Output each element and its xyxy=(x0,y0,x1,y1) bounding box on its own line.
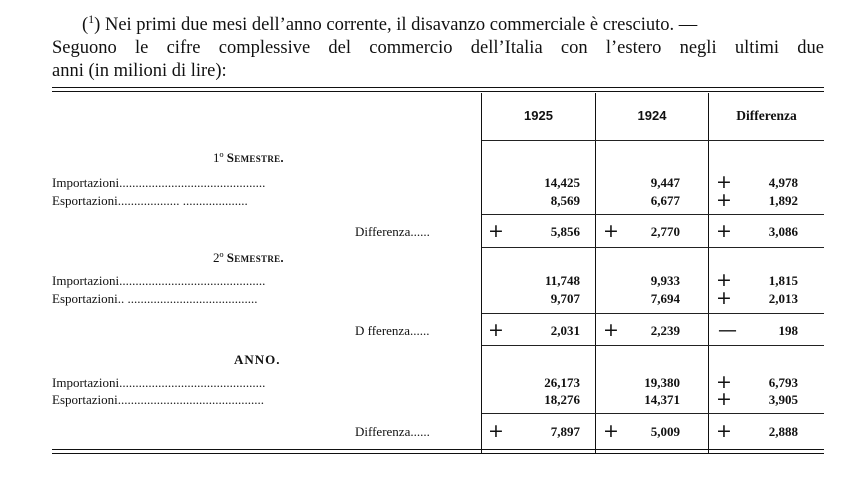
diff-sign: + xyxy=(716,269,732,291)
value-diff: 4,978 xyxy=(768,175,798,190)
value-1924: 7,694 xyxy=(650,291,680,306)
row-label: Esportazioni................... .................... xyxy=(52,193,248,208)
total-sign-1925: + xyxy=(488,319,504,341)
section-2-title xyxy=(213,250,284,266)
value-1924: 9,447 xyxy=(650,175,680,190)
diff-sign: + xyxy=(716,371,732,393)
intro-line-1-text: Nei primi due mesi dell’anno corrente, il disavanzo commerciale è cresciuto. — xyxy=(100,15,698,36)
table-top-rule-2 xyxy=(52,91,824,92)
total-1924: 2,239 xyxy=(650,323,680,338)
total-diff: 2,888 xyxy=(768,424,798,439)
section-3-label: ANNO. xyxy=(234,352,281,367)
total-label: Differenza...... xyxy=(355,424,430,439)
row-label: Esportazioni.. ........................................ xyxy=(52,291,258,306)
total-diff-sign: + xyxy=(716,220,732,242)
row-label: Esportazioni............................................. xyxy=(52,392,264,407)
total-sign-1925: + xyxy=(488,220,504,242)
diff-sign: + xyxy=(716,171,732,193)
col-divider-3 xyxy=(708,93,709,453)
diff-sign: + xyxy=(716,388,732,410)
value-1925: 11,748 xyxy=(544,273,580,288)
value-1924: 6,677 xyxy=(650,193,680,208)
value-1924: 14,371 xyxy=(644,392,680,407)
value-1925: 9,707 xyxy=(550,291,580,306)
total-1924: 2,770 xyxy=(650,224,680,239)
diff-sign: + xyxy=(716,287,732,309)
intro-line-2: Seguono le cifre complessive del commercio dell’Italia con l’estero negli ultimi due xyxy=(52,38,824,59)
total-sign-1924: + xyxy=(603,220,619,242)
value-diff: 6,793 xyxy=(768,375,798,390)
total-sign-1925: + xyxy=(488,420,504,442)
header-differenza: Differenza xyxy=(736,108,797,123)
row-label: Importazioni............................................. xyxy=(52,375,266,390)
total-1925: 5,856 xyxy=(550,224,580,239)
value-diff: 1,815 xyxy=(768,273,798,288)
section-1-label: Semestre. xyxy=(226,150,284,165)
value-diff: 3,905 xyxy=(768,392,798,407)
table-bottom-rule-2 xyxy=(52,453,824,454)
total-diff: 198 xyxy=(778,323,798,338)
value-1924: 9,933 xyxy=(650,273,680,288)
diff-sign: + xyxy=(716,189,732,211)
total-sign-1924: + xyxy=(603,420,619,442)
total-label: D fferenza...... xyxy=(355,323,430,338)
value-1925: 26,173 xyxy=(544,375,580,390)
section-3-title xyxy=(234,352,281,368)
value-1925: 14,425 xyxy=(544,175,580,190)
total-1925: 7,897 xyxy=(550,424,580,439)
subtotal-rule xyxy=(482,214,824,215)
row-label: Importazioni............................................. xyxy=(52,273,266,288)
subtotal-rule xyxy=(482,313,824,314)
total-diff-sign: + xyxy=(716,420,732,442)
footnote-marker: 1 xyxy=(88,12,95,26)
section-2-ordinal: 2º xyxy=(213,250,224,265)
col-divider-2 xyxy=(595,93,596,453)
intro-line-1: ($^1$) Nei primi due mesi dell’anno corrente, il disavanzo commerciale è cresciuto. — xyxy=(82,12,698,36)
total-diff: 3,086 xyxy=(768,224,798,239)
header-underline xyxy=(482,140,824,141)
total-1924: 5,009 xyxy=(650,424,680,439)
row-label: Importazioni............................................. xyxy=(52,175,266,190)
subtotal-rule xyxy=(482,413,824,414)
table-top-rule xyxy=(52,87,824,88)
total-1925: 2,031 xyxy=(550,323,580,338)
section-rule xyxy=(482,247,824,248)
value-1925: 18,276 xyxy=(544,392,580,407)
col-divider-1 xyxy=(481,93,482,453)
section-rule xyxy=(482,345,824,346)
intro-line-3: anni (in milioni di lire): xyxy=(52,61,227,82)
intro-paragraph xyxy=(52,8,824,83)
total-diff-sign: — xyxy=(718,319,737,341)
value-diff: 1,892 xyxy=(768,193,798,208)
section-1-title xyxy=(213,150,284,166)
value-1925: 8,569 xyxy=(550,193,580,208)
value-diff: 2,013 xyxy=(768,291,798,306)
total-sign-1924: + xyxy=(603,319,619,341)
section-1-ordinal: 1º xyxy=(213,150,224,165)
total-label: Differenza...... xyxy=(355,224,430,239)
value-1924: 19,380 xyxy=(644,375,680,390)
header-1925: 1925 xyxy=(524,108,553,123)
header-1924: 1924 xyxy=(637,108,667,123)
section-2-label: Semestre. xyxy=(226,250,284,265)
